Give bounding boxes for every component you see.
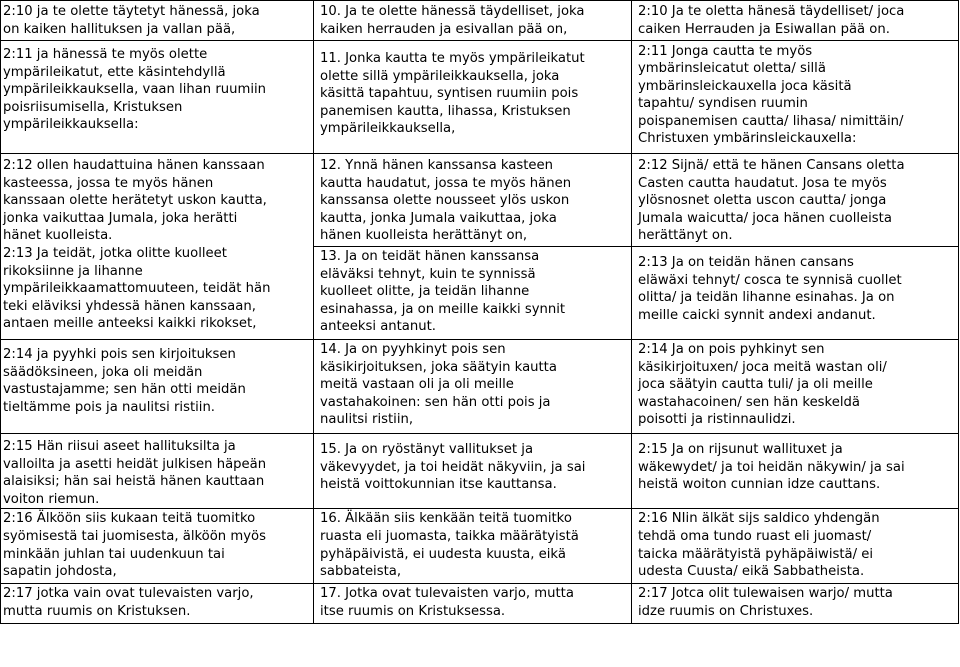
1776-finnish-cell bbox=[314, 509, 632, 584]
text-line: taicka määrätyistä pyhäpäiwistä/ ei bbox=[638, 546, 874, 562]
text-line: panemisen kautta, lihassa, Kristuksen bbox=[320, 103, 571, 119]
text-line: anteeksi antanut. bbox=[320, 319, 436, 335]
text-line: tapahtu/ syndisen ruumin bbox=[638, 96, 808, 112]
text-line: on kaiken hallituksen ja vallan pää, bbox=[3, 21, 236, 37]
text-line: 2:10 Ja te oletta hänesä täydelliset/ joca bbox=[638, 4, 905, 19]
modern-finnish-cell bbox=[1, 340, 314, 434]
text-line: meille caicki synnit andexi andanut. bbox=[638, 307, 876, 323]
table-row bbox=[1, 1, 959, 41]
1776-finnish-cell bbox=[314, 154, 632, 247]
text-line: udesta Cuusta/ eikä Sabbatheista. bbox=[638, 564, 865, 580]
table-row bbox=[1, 509, 959, 584]
text-line: Casten cautta haudatut. Josa te myös bbox=[638, 175, 887, 191]
text-line: 2:11 Jonga cautta te myös bbox=[638, 44, 813, 59]
text-line: pyhäpäivistä, ei uudesta kuusta, eikä bbox=[320, 546, 566, 562]
text-line: naulitsi ristiin, bbox=[320, 412, 414, 428]
text-line: 15. Ja on ryöstänyt vallitukset ja bbox=[320, 442, 534, 457]
text-line: 2:12 ollen haudattuina hänen kanssaan bbox=[3, 158, 265, 173]
1776-finnish-cell bbox=[314, 434, 632, 509]
text-line: ympärileikkauksella, vaan lihan ruumiin bbox=[3, 82, 267, 98]
text-line: ymbärinsleickauxella joca käsitä bbox=[638, 78, 852, 94]
text-line: kanssansa olette nousseet ylös uskon bbox=[320, 193, 570, 209]
text-line: 2:12 Sijnä/ että te hänen Cansans oletta bbox=[638, 158, 905, 173]
text-line: rikoksiinne ja lihanne bbox=[3, 263, 143, 279]
text-line: kautta haudatut, jossa te myös hänen bbox=[320, 175, 572, 191]
text-line: valloilta ja asetti heidät julkisen häpeän bbox=[3, 456, 267, 472]
old-finnish-cell bbox=[632, 1, 959, 41]
1776-finnish-cell bbox=[314, 247, 632, 340]
old-finnish-cell bbox=[632, 509, 959, 584]
text-line: kanssaan olette herätetyt uskon kautta, bbox=[3, 193, 267, 209]
text-line: 16. Älkään siis kenkään teitä tuomitko bbox=[320, 511, 572, 527]
1776-finnish-cell bbox=[314, 41, 632, 154]
text-line: syömisestä tai juomisesta, älköön myös bbox=[3, 528, 266, 544]
text-line: 2:15 Hän riisui aseet hallituksilta ja bbox=[3, 439, 236, 454]
text-line: eläwäxi tehnyt/ cosca te synnisä cuollet bbox=[638, 272, 902, 288]
text-line: olette sillä ympärileikkauksella, joka bbox=[320, 68, 560, 84]
text-line: joca säätyin cautta tuli/ ja oli meille bbox=[638, 377, 873, 393]
text-line: kaiken herrauden ja esivallan pää on, bbox=[320, 21, 568, 37]
text-line: ymbärinsleicatut oletta/ sillä bbox=[638, 61, 826, 77]
1776-finnish-cell bbox=[314, 1, 632, 41]
text-line: vastahakoinen: sen hän otti pois ja bbox=[320, 394, 551, 410]
text-line: 2:14 ja pyyhki pois sen kirjoituksen bbox=[3, 347, 236, 362]
old-finnish-cell bbox=[632, 584, 959, 624]
old-finnish-cell bbox=[632, 154, 959, 247]
text-line: 11. Jonka kautta te myös ympärileikatut bbox=[320, 51, 585, 66]
table-row bbox=[1, 154, 959, 247]
text-line: 2:11 ja hänessä te myös olette bbox=[3, 47, 208, 62]
text-line: käsikirjoituksen, joka säätyin kautta bbox=[320, 359, 557, 375]
text-line: 2:17 Jotca olit tulewaisen warjo/ mutta bbox=[638, 586, 893, 602]
text-line: 2:10 ja te olette täytetyt hänessä, joka bbox=[3, 4, 260, 19]
text-line: mutta ruumis on Kristuksen. bbox=[3, 603, 191, 619]
text-line: 2:14 Ja on pois pyhkinyt sen bbox=[638, 342, 825, 357]
text-line: 13. Ja on teidät hänen kanssansa bbox=[320, 249, 540, 264]
old-finnish-cell bbox=[632, 247, 959, 340]
old-finnish-cell bbox=[632, 340, 959, 434]
text-line: 12. Ynnä hänen kanssansa kasteen bbox=[320, 158, 553, 173]
text-line: 2:17 jotka vain ovat tulevaisten varjo, bbox=[3, 586, 254, 602]
text-line: ympärileikkaamattomuuteen, teidät hän bbox=[3, 281, 271, 297]
text-line: eläväksi tehnyt, kuin te synnissä bbox=[320, 266, 536, 282]
modern-finnish-cell bbox=[1, 41, 314, 154]
text-line: itse ruumis on Kristuksessa. bbox=[320, 603, 506, 619]
text-line: jonka vaikuttaa Jumala, joka herätti bbox=[3, 210, 238, 226]
text-line: heistä voittokunnian itse kauttansa. bbox=[320, 477, 557, 493]
text-line: sabbateista, bbox=[320, 564, 402, 580]
text-line: antaen meille anteeksi kaikki rikokset, bbox=[3, 316, 257, 332]
text-line: olitta/ ja teidän lihanne esinahas. Ja on bbox=[638, 290, 895, 306]
text-line: sapatin johdosta, bbox=[3, 564, 117, 580]
text-line: hänen kuolleista herättänyt on, bbox=[320, 228, 528, 244]
text-line: heistä woiton cunnian idze cauttans. bbox=[638, 477, 881, 493]
text-line: tehdä oma tundo ruast eli juomast/ bbox=[638, 528, 872, 544]
text-line: ympärileikatut, ette käsintehdyllä bbox=[3, 64, 226, 80]
modern-finnish-cell bbox=[1, 1, 314, 41]
text-line: wäkewydet/ ja toi heidän näkywin/ ja sai bbox=[638, 459, 905, 475]
text-line: ruasta eli juomasta, taikka määrätyistä bbox=[320, 528, 579, 544]
1776-finnish-cell bbox=[314, 584, 632, 624]
modern-finnish-cell bbox=[1, 434, 314, 509]
text-line: Jumala waicutta/ joca hänen cuolleista bbox=[638, 210, 892, 226]
text-line: minkään juhlan tai uudenkuun tai bbox=[3, 546, 225, 562]
text-line: kuolleet olitte, ja teidän lihanne bbox=[320, 284, 530, 300]
1776-finnish-cell bbox=[314, 340, 632, 434]
text-line: ylösnosnet oletta uscon cautta/ jonga bbox=[638, 193, 887, 209]
text-line: käsikirjoituxen/ joca meitä wastan oli/ bbox=[638, 359, 887, 375]
table-row bbox=[1, 434, 959, 509]
text-line: kautta, jonka Jumala vaikuttaa, joka bbox=[320, 210, 557, 226]
text-line: Christuxen ymbärinsleickauxella: bbox=[638, 131, 857, 147]
text-line: 2:16 NIin älkät sijs saldico yhdengän bbox=[638, 511, 880, 527]
table-row bbox=[1, 584, 959, 624]
text-line: tieltämme pois ja naulitsi ristiin. bbox=[3, 399, 215, 415]
text-line: voiton riemun. bbox=[3, 491, 100, 507]
text-line: alaisiksi; hän sai heistä hänen kauttaan bbox=[3, 474, 265, 490]
text-line: poisotti ja ristinnaulidzi. bbox=[638, 412, 796, 428]
modern-finnish-cell bbox=[1, 154, 314, 340]
text-line: säädöksineen, joka oli meidän bbox=[3, 364, 203, 380]
text-line: 2:13 Ja on teidän hänen cansans bbox=[638, 255, 854, 270]
text-line: väkevyydet, ja toi heidät näkyviin, ja sai bbox=[320, 459, 586, 475]
text-line: wastahacoinen/ sen hän keskeldä bbox=[638, 394, 860, 410]
table-row bbox=[1, 340, 959, 434]
old-finnish-cell bbox=[632, 434, 959, 509]
modern-finnish-cell bbox=[1, 584, 314, 624]
text-line: meitä vastaan oli ja oli meille bbox=[320, 377, 514, 393]
old-finnish-cell bbox=[632, 41, 959, 154]
text-line: kasteessa, jossa te myös hänen bbox=[3, 175, 214, 191]
text-line: 2:16 Älköön siis kukaan teitä tuomitko bbox=[3, 511, 256, 527]
text-line: 2:15 Ja on rijsunut wallituxet ja bbox=[638, 442, 843, 457]
text-line: caiken Herrauden ja Esiwallan pää on. bbox=[638, 21, 890, 37]
text-line: ympärileikkauksella: bbox=[3, 117, 139, 133]
text-line: teki eläviksi yhdessä hänen kanssaan, bbox=[3, 298, 256, 314]
text-line: hänet kuolleista. bbox=[3, 228, 113, 244]
modern-finnish-cell bbox=[1, 509, 314, 584]
text-line: 14. Ja on pyyhkinyt pois sen bbox=[320, 342, 506, 357]
text-line: vastustajamme; sen hän otti meidän bbox=[3, 382, 246, 398]
text-line: idze ruumis on Christuxes. bbox=[638, 603, 814, 619]
text-line: esinahassa, ja on meille kaikki synnit bbox=[320, 301, 566, 317]
text-line: ympärileikkauksella, bbox=[320, 121, 456, 137]
text-line: poisriisumisella, Kristuksen bbox=[3, 99, 183, 115]
text-line: 2:13 Ja teidät, jotka olitte kuolleet bbox=[3, 245, 227, 261]
table-row bbox=[1, 41, 959, 154]
text-line: käsittä tapahtuu, syntisen ruumiin pois bbox=[320, 86, 579, 102]
text-line: 17. Jotka ovat tulevaisten varjo, mutta bbox=[320, 586, 574, 602]
text-line: 10. Ja te olette hänessä täydelliset, joka bbox=[320, 4, 585, 19]
text-line: poispanemisen cautta/ lihasa/ nimittäin/ bbox=[638, 113, 904, 129]
text-line: herättänyt on. bbox=[638, 228, 733, 244]
